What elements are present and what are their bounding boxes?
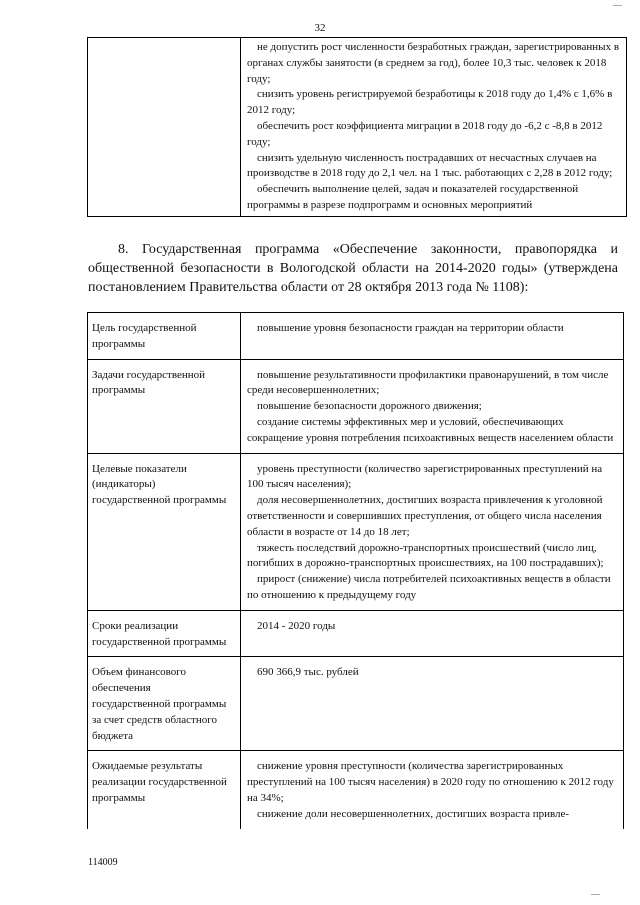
- list-item: повышение уровня безопасности граждан на территории области: [257, 322, 564, 334]
- row-content: [241, 610, 624, 657]
- continuation-table: [87, 37, 627, 217]
- left-cell: [88, 38, 241, 217]
- list-item: снизить уровень регистрируемой безработицы к 2018 году до 1,4% с 1,6% в 2012 году;: [247, 88, 613, 117]
- table-row: [88, 359, 624, 453]
- list-item: тяжесть последствий дорожно-транспортных происшествий (число лиц, погибших в дорожно-транспортных происшествиях, на 100 пострадавших);: [247, 541, 604, 570]
- row-label: Объем финансового обеспечения государственной программы за счет средств областного бюджета: [88, 657, 241, 751]
- corner-mark: —: [613, 0, 622, 10]
- list-item: снижение уровня преступности (количества зарегистрированных преступлений на 100 тысяч населения) в 2020 году по отношению к 2012 году на 34%;: [247, 760, 614, 804]
- list-item: 690 366,9 тыс. рублей: [257, 666, 359, 679]
- list-item: не допустить рост численности безработных граждан, зарегистрированных в органах службы занятости (в среднем за год), более 10,3 тыс. человек к 2018 году;: [247, 41, 620, 85]
- row-content: [241, 657, 624, 751]
- list-item: обеспечить рост коэффициента миграции в 2018 году до -6,2 с -8,8 в 2012 году;: [247, 119, 603, 148]
- table-row: [88, 38, 627, 217]
- section-heading: [88, 240, 618, 297]
- row-label: Задачи государственной программы: [88, 359, 241, 453]
- row-label: Целевые показатели (индикаторы) государственной программы: [88, 453, 241, 610]
- scan-mark: —: [591, 889, 600, 899]
- row-label: Ожидаемые результаты реализации государственной программы: [88, 751, 241, 829]
- program-passport-table: [87, 312, 624, 829]
- table-row: [88, 453, 624, 610]
- table-row: [88, 313, 624, 360]
- list-item: повышение безопасности дорожного движения;: [257, 400, 482, 413]
- row-content: [241, 359, 624, 453]
- list-item: повышение результативности профилактики правонарушений, в том числе среди несовершеннолетних;: [247, 368, 609, 397]
- list-item: доля несовершеннолетних, достигших возраста привлечения к уголовной ответственности и совершивших преступления, от общего числа населения области в возрасте от 14 до 18 лет;: [247, 494, 603, 538]
- row-content: [241, 313, 624, 360]
- row-label: Цель государственной программы: [88, 313, 241, 360]
- list-item: снижение доли несовершеннолетних, достигших возраста привле-: [257, 807, 570, 820]
- row-label: Сроки реализации государственной программы: [88, 610, 241, 657]
- row-content: [241, 751, 624, 829]
- page-number: 32: [314, 22, 326, 34]
- footer-document-code: 114009: [88, 857, 118, 868]
- list-item: 2014 - 2020 годы: [257, 619, 336, 632]
- row-content: [241, 453, 624, 610]
- list-item: создание системы эффективных мер и условий, обеспечивающих сокращение уровня потребления психоактивных веществ населением области: [247, 415, 614, 444]
- table-row: [88, 610, 624, 657]
- list-item: уровень преступности (количество зарегистрированных преступлений на 100 тысяч населения);: [247, 462, 603, 491]
- list-item: прирост (снижение) числа потребителей психоактивных веществ в области по отношению к предыдущему году: [247, 573, 611, 601]
- list-item: обеспечить выполнение целей, задач и показателей государственной программы в разрезе подпрограмм и основных мероприятий: [247, 183, 579, 211]
- table-row: [88, 657, 624, 751]
- table-row: [88, 751, 624, 829]
- right-cell: [241, 38, 627, 217]
- list-item: снизить удельную численность пострадавших от несчастных случаев на производстве в 2018 году до 2,1 чел. на 1 тыс. работающих с 2,28 в 2012 году;: [247, 151, 613, 180]
- section-heading-text: 8. Государственная программа «Обеспечение законности, правопорядка и общественной безопасности в Вологодской области на 2014-2020 годы» (утверждена постановлением Правительства области от 28 октября 2013 года № 1108):: [88, 242, 618, 295]
